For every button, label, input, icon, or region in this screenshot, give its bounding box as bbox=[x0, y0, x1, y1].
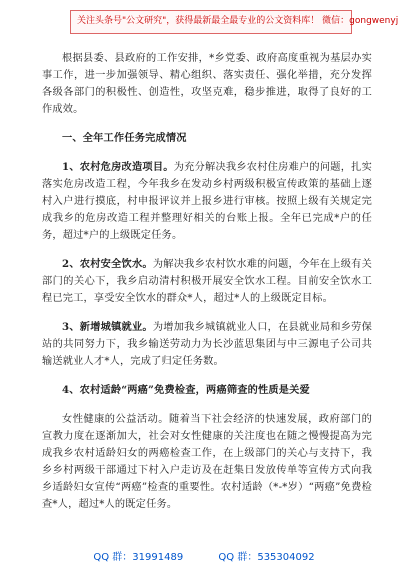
footer-qq-group-2: QQ 群：535304092 bbox=[218, 552, 315, 563]
item-4-title: 4、农村适龄“两癌”免费检查，两癌筛查的性质是关爱 bbox=[62, 384, 310, 396]
item-1-text: 为充分解决我乡农村住房难户的问题，扎实落实危房改造工程，今年我乡在发动乡村两级积极宣传政策的基础上逐村入户进行摸底，村申报评议并上报乡进行审核。按照上级有关规定完成我乡的危房改造工程并整理好相关的台账上报。全年已完成*户的任务，超过*户的上级既定任务。 bbox=[42, 162, 372, 241]
item-2-text: 为解决我乡农村饮水难的问题，今年在上级有关部门的关心下，我乡启动清村积极开展安全饮水工程。目前安全饮水工程已完工，享受安全饮水的群众*人，超过*人的上级既定目标。 bbox=[42, 259, 372, 304]
footer bbox=[0, 548, 408, 563]
item-3-paragraph bbox=[42, 319, 372, 370]
footer-qq-group-1: QQ 群：31991489 bbox=[93, 552, 184, 563]
intro-paragraph: 根据县委、县政府的工作安排，*乡党委、政府高度重视为基层办实事工作，进一步加强领导、精心组织、落实责任、强化举措，充分发挥各级各部门的积极性、创造性，攻坚克难，稳步推进，取得了良好的工作成效。 bbox=[42, 53, 372, 115]
item-1-title: 1、农村危房改造项目。 bbox=[62, 161, 174, 173]
item-3-text: 为增加我乡城镇就业人口，在县就业局和乡劳保站的共同努力下，我乡输送劳动力为长沙蓝思集团与中三源电子公司共输送就业人才*人，完成了归定任务数。 bbox=[42, 322, 372, 367]
item-2-paragraph bbox=[42, 256, 372, 307]
header-banner-text: 关注头条号"公文研究"，获得最新最全最专业的公文资料库！ 微信：gongwenyj bbox=[77, 16, 399, 26]
item-1-paragraph bbox=[42, 159, 372, 244]
item-4-paragraph: 女性健康的公益活动。随着当下社会经济的快速发展，政府部门的宣教力度在逐渐加大，社会对女性健康的关注度也在随之慢慢提高为完成我乡农村适龄妇女的两癌检查工作，在上级部门的关心与支持下，我乡乡村两级干部通过下村入户走访及在赶集日发放传单等宣传方式向我乡适龄妇女宣传“两癌”检查的重要性。农村适龄（*-*岁）“两癌”免费检查*人，超过*人的既定任务。 bbox=[42, 414, 372, 510]
item-3-title: 3、新增城镇就业。 bbox=[62, 321, 153, 333]
header-banner bbox=[70, 10, 399, 34]
item-2-title: 2、农村安全饮水。 bbox=[62, 258, 153, 270]
document-body bbox=[42, 50, 372, 525]
section-heading: 一、全年工作任务完成情况 bbox=[62, 132, 187, 144]
